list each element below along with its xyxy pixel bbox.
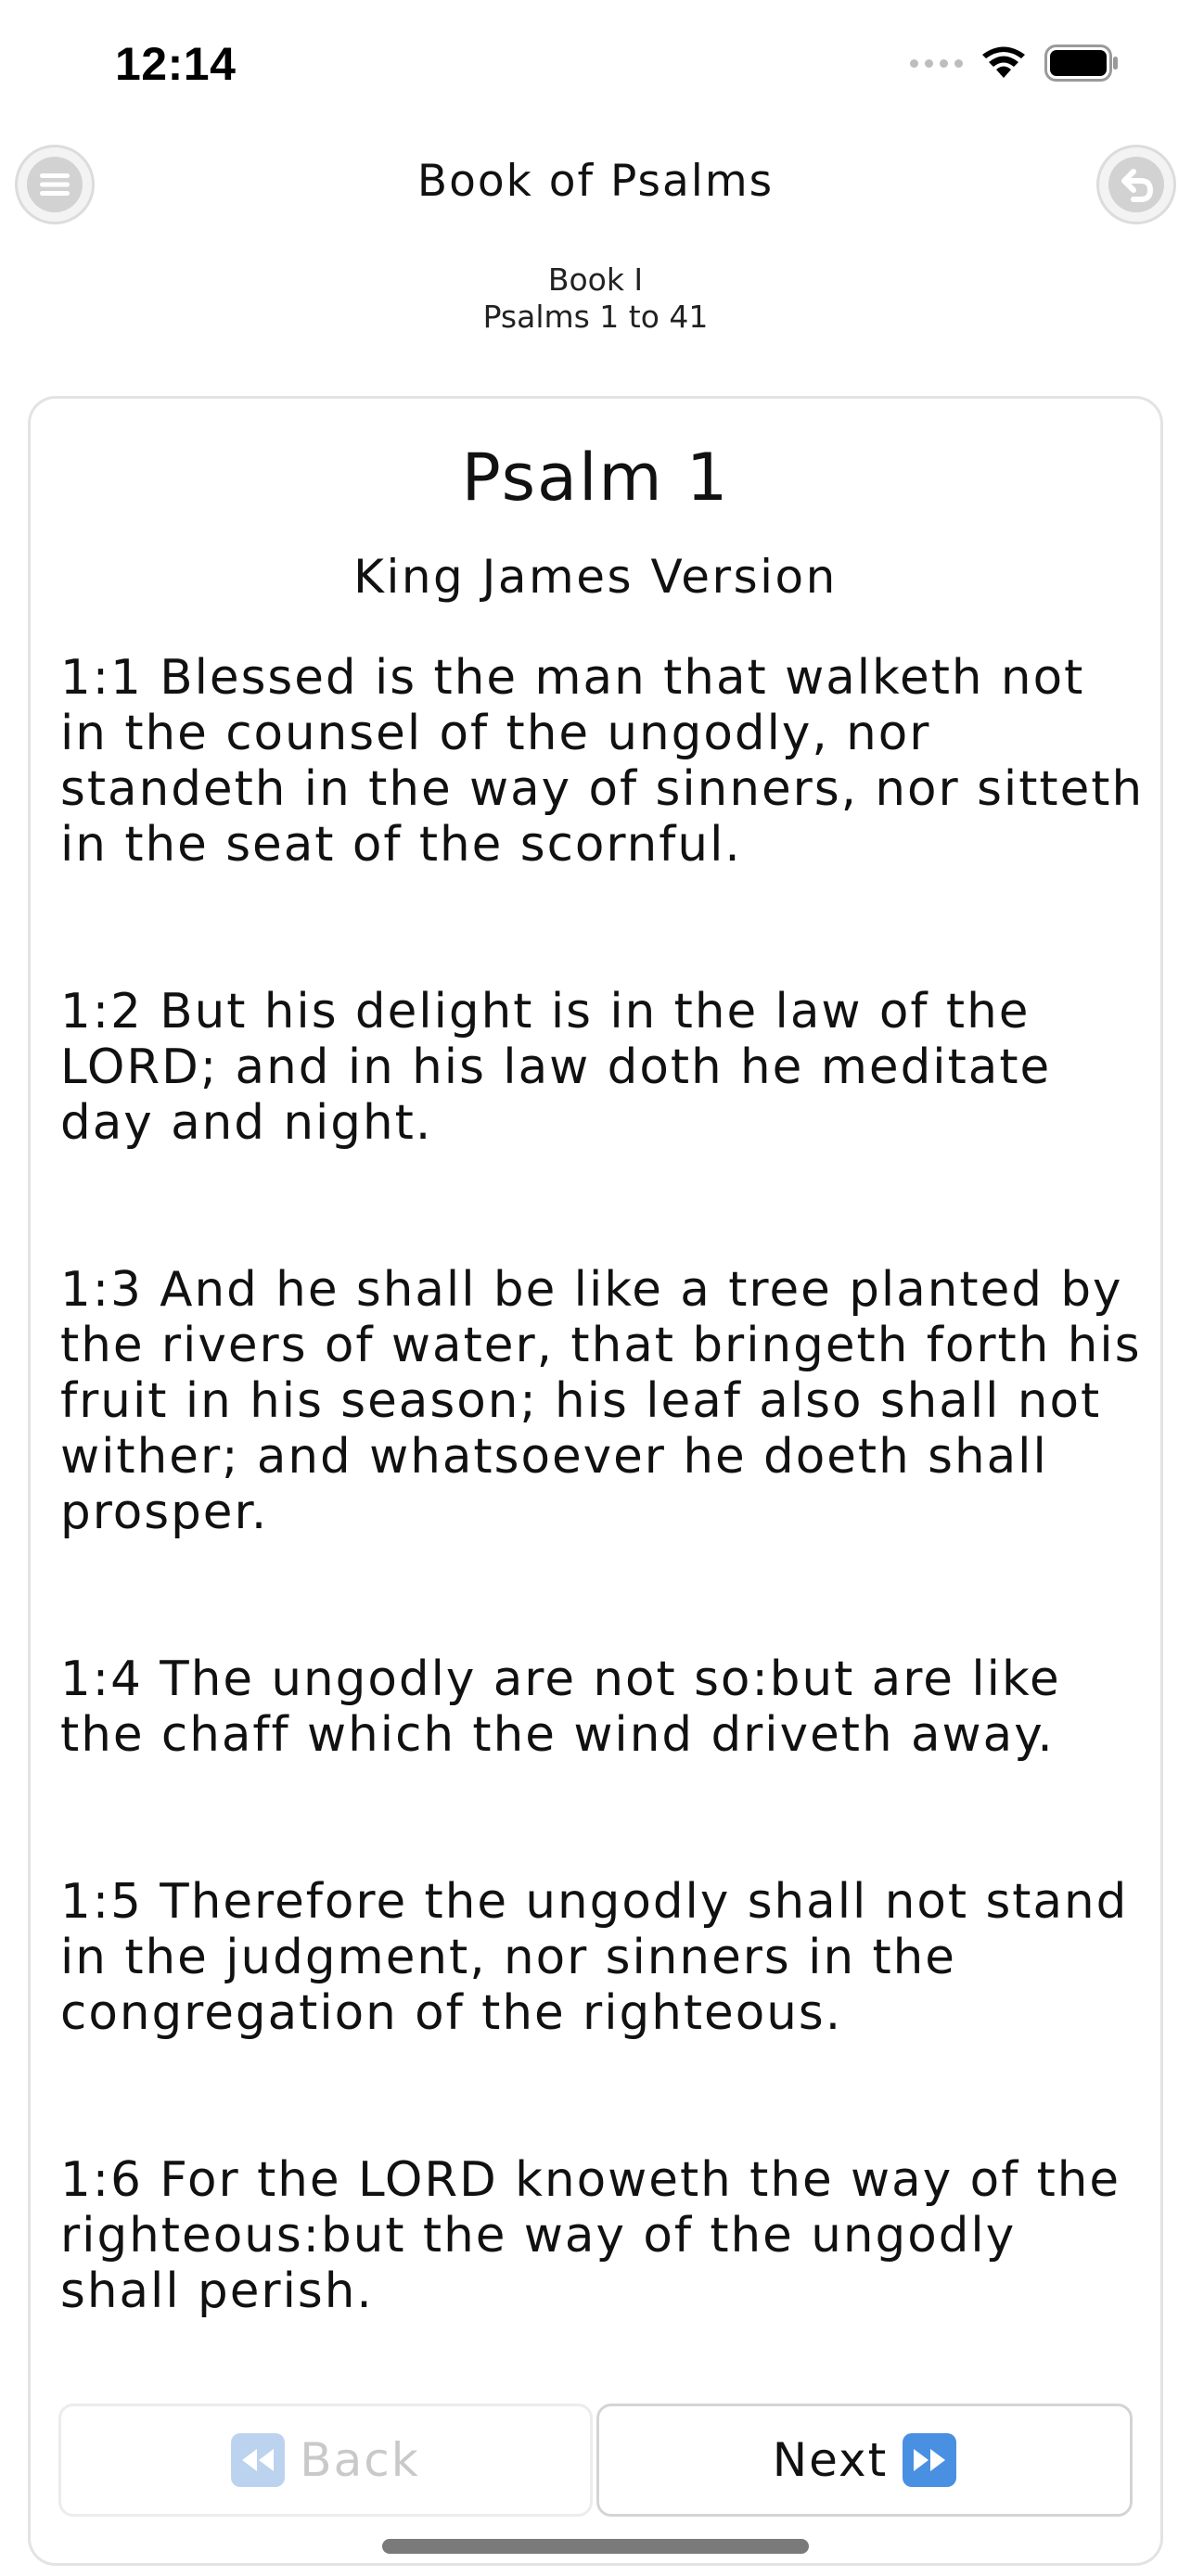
fast-forward-icon [903, 2433, 956, 2487]
psalm-range-label: Psalms 1 to 41 [482, 299, 709, 335]
rewind-icon [231, 2433, 285, 2487]
cellular-signal-icon [910, 59, 963, 68]
next-button[interactable] [596, 2404, 1133, 2517]
psalm-card [28, 396, 1163, 2566]
psalm-title: Psalm 1 [461, 440, 730, 516]
verse-list [60, 650, 1146, 2319]
nav-title: Book of Psalms [416, 156, 775, 207]
book-info [0, 261, 1191, 336]
verse-text: 1:5 Therefore the ungodly shall not stand in the judgment, nor sinners in the congregation of the righteous. [60, 1874, 1129, 2041]
next-button-label: Next [772, 2433, 889, 2487]
status-time: 12:14 [115, 38, 237, 90]
back-button[interactable] [58, 2404, 593, 2517]
battery-icon [1044, 45, 1119, 82]
verse-text: 1:6 For the LORD knoweth the way of the righteous:but the way of the ungodly shall perish. [60, 2152, 1121, 2319]
verse-text: 1:2 But his delight is in the law of the LORD; and in his law doth he meditate day and night. [60, 984, 1052, 1151]
home-indicator[interactable] [382, 2539, 809, 2554]
status-icons [910, 45, 1119, 82]
verse-text: 1:1 Blessed is the man that walketh not in the counsel of the ungodly, nor standeth in the way of sinners, nor sitteth in the seat of the scornful. [60, 650, 1145, 873]
undo-arrow-icon [1108, 156, 1165, 213]
book-label: Book I [547, 261, 644, 298]
verse-text: 1:4 The ungodly are not so:but are like the chaff which the wind driveth away. [60, 1651, 1061, 1763]
back-button-label: Back [300, 2433, 420, 2487]
wifi-icon [981, 46, 1026, 80]
version-label: King James Version [353, 550, 838, 604]
return-button[interactable] [1096, 145, 1176, 224]
verse-text: 1:3 And he shall be like a tree planted by the rivers of water, that bringeth forth his fruit in his season; his leaf also shall not wither; and whatsoever he doeth shall prosper. [60, 1262, 1142, 1540]
status-bar [0, 0, 1191, 134]
